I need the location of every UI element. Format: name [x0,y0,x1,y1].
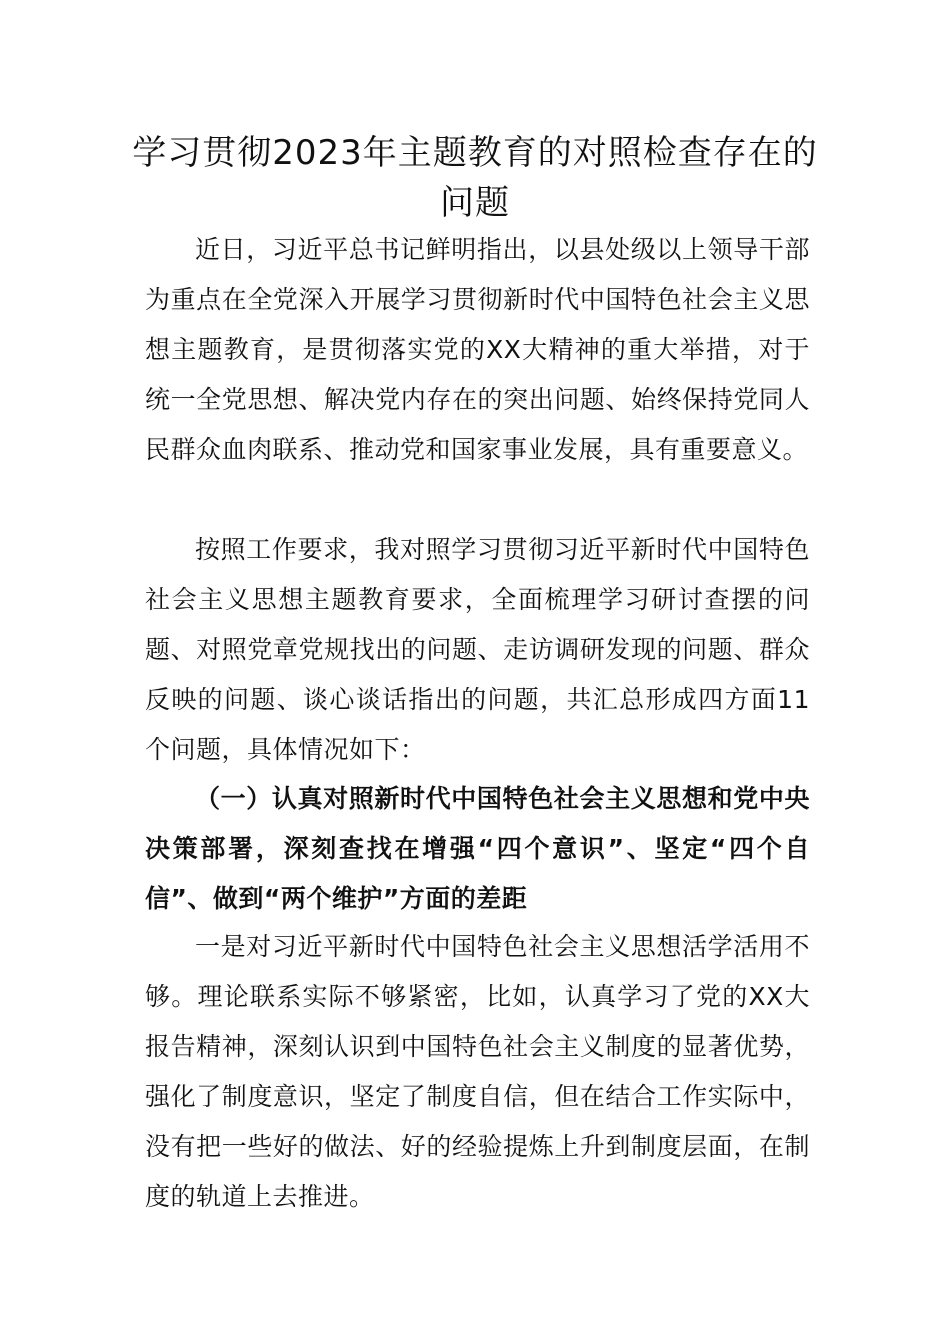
section-heading: （一）认真对照新时代中国特色社会主义思想和党中央决策部署，深刻查找在增强“四个意识”、坚定“四个自信”、做到“两个维护”方面的差距 [145,784,810,913]
document-title: 学习贯彻2023年主题教育的对照检查存在的问题 [132,133,818,223]
intro-paragraph: 近日，习近平总书记鲜明指出，以县处级以上领导干部为重点在全党深入开展学习贯彻新时代中国特色社会主义思想主题教育，是贯彻落实党的XX大精神的重大举措，对于统一全党思想、解决党内存在的突出问题、始终保持党同人民群众血肉联系、推动党和国家事业发展，具有重要意义。 [145,235,810,464]
summary-paragraph: 按照工作要求，我对照学习贯彻习近平新时代中国特色社会主义思想主题教育要求，全面梳理学习研讨查摆的问题、对照党章党规找出的问题、走访调研发现的问题、群众反映的问题、谈心谈话指出的问题，共汇总形成四方面11个问题，具体情况如下： [145,535,810,764]
section-paragraph: 一是对习近平新时代中国特色社会主义思想活学活用不够。理论联系实际不够紧密，比如，认真学习了党的XX大报告精神，深刻认识到中国特色社会主义制度的显著优势，强化了制度意识，坚定了制度自信，但在结合工作实际中，没有把一些好的做法、好的经验提炼上升到制度层面，在制度的轨道上去推进。 [145,932,810,1211]
